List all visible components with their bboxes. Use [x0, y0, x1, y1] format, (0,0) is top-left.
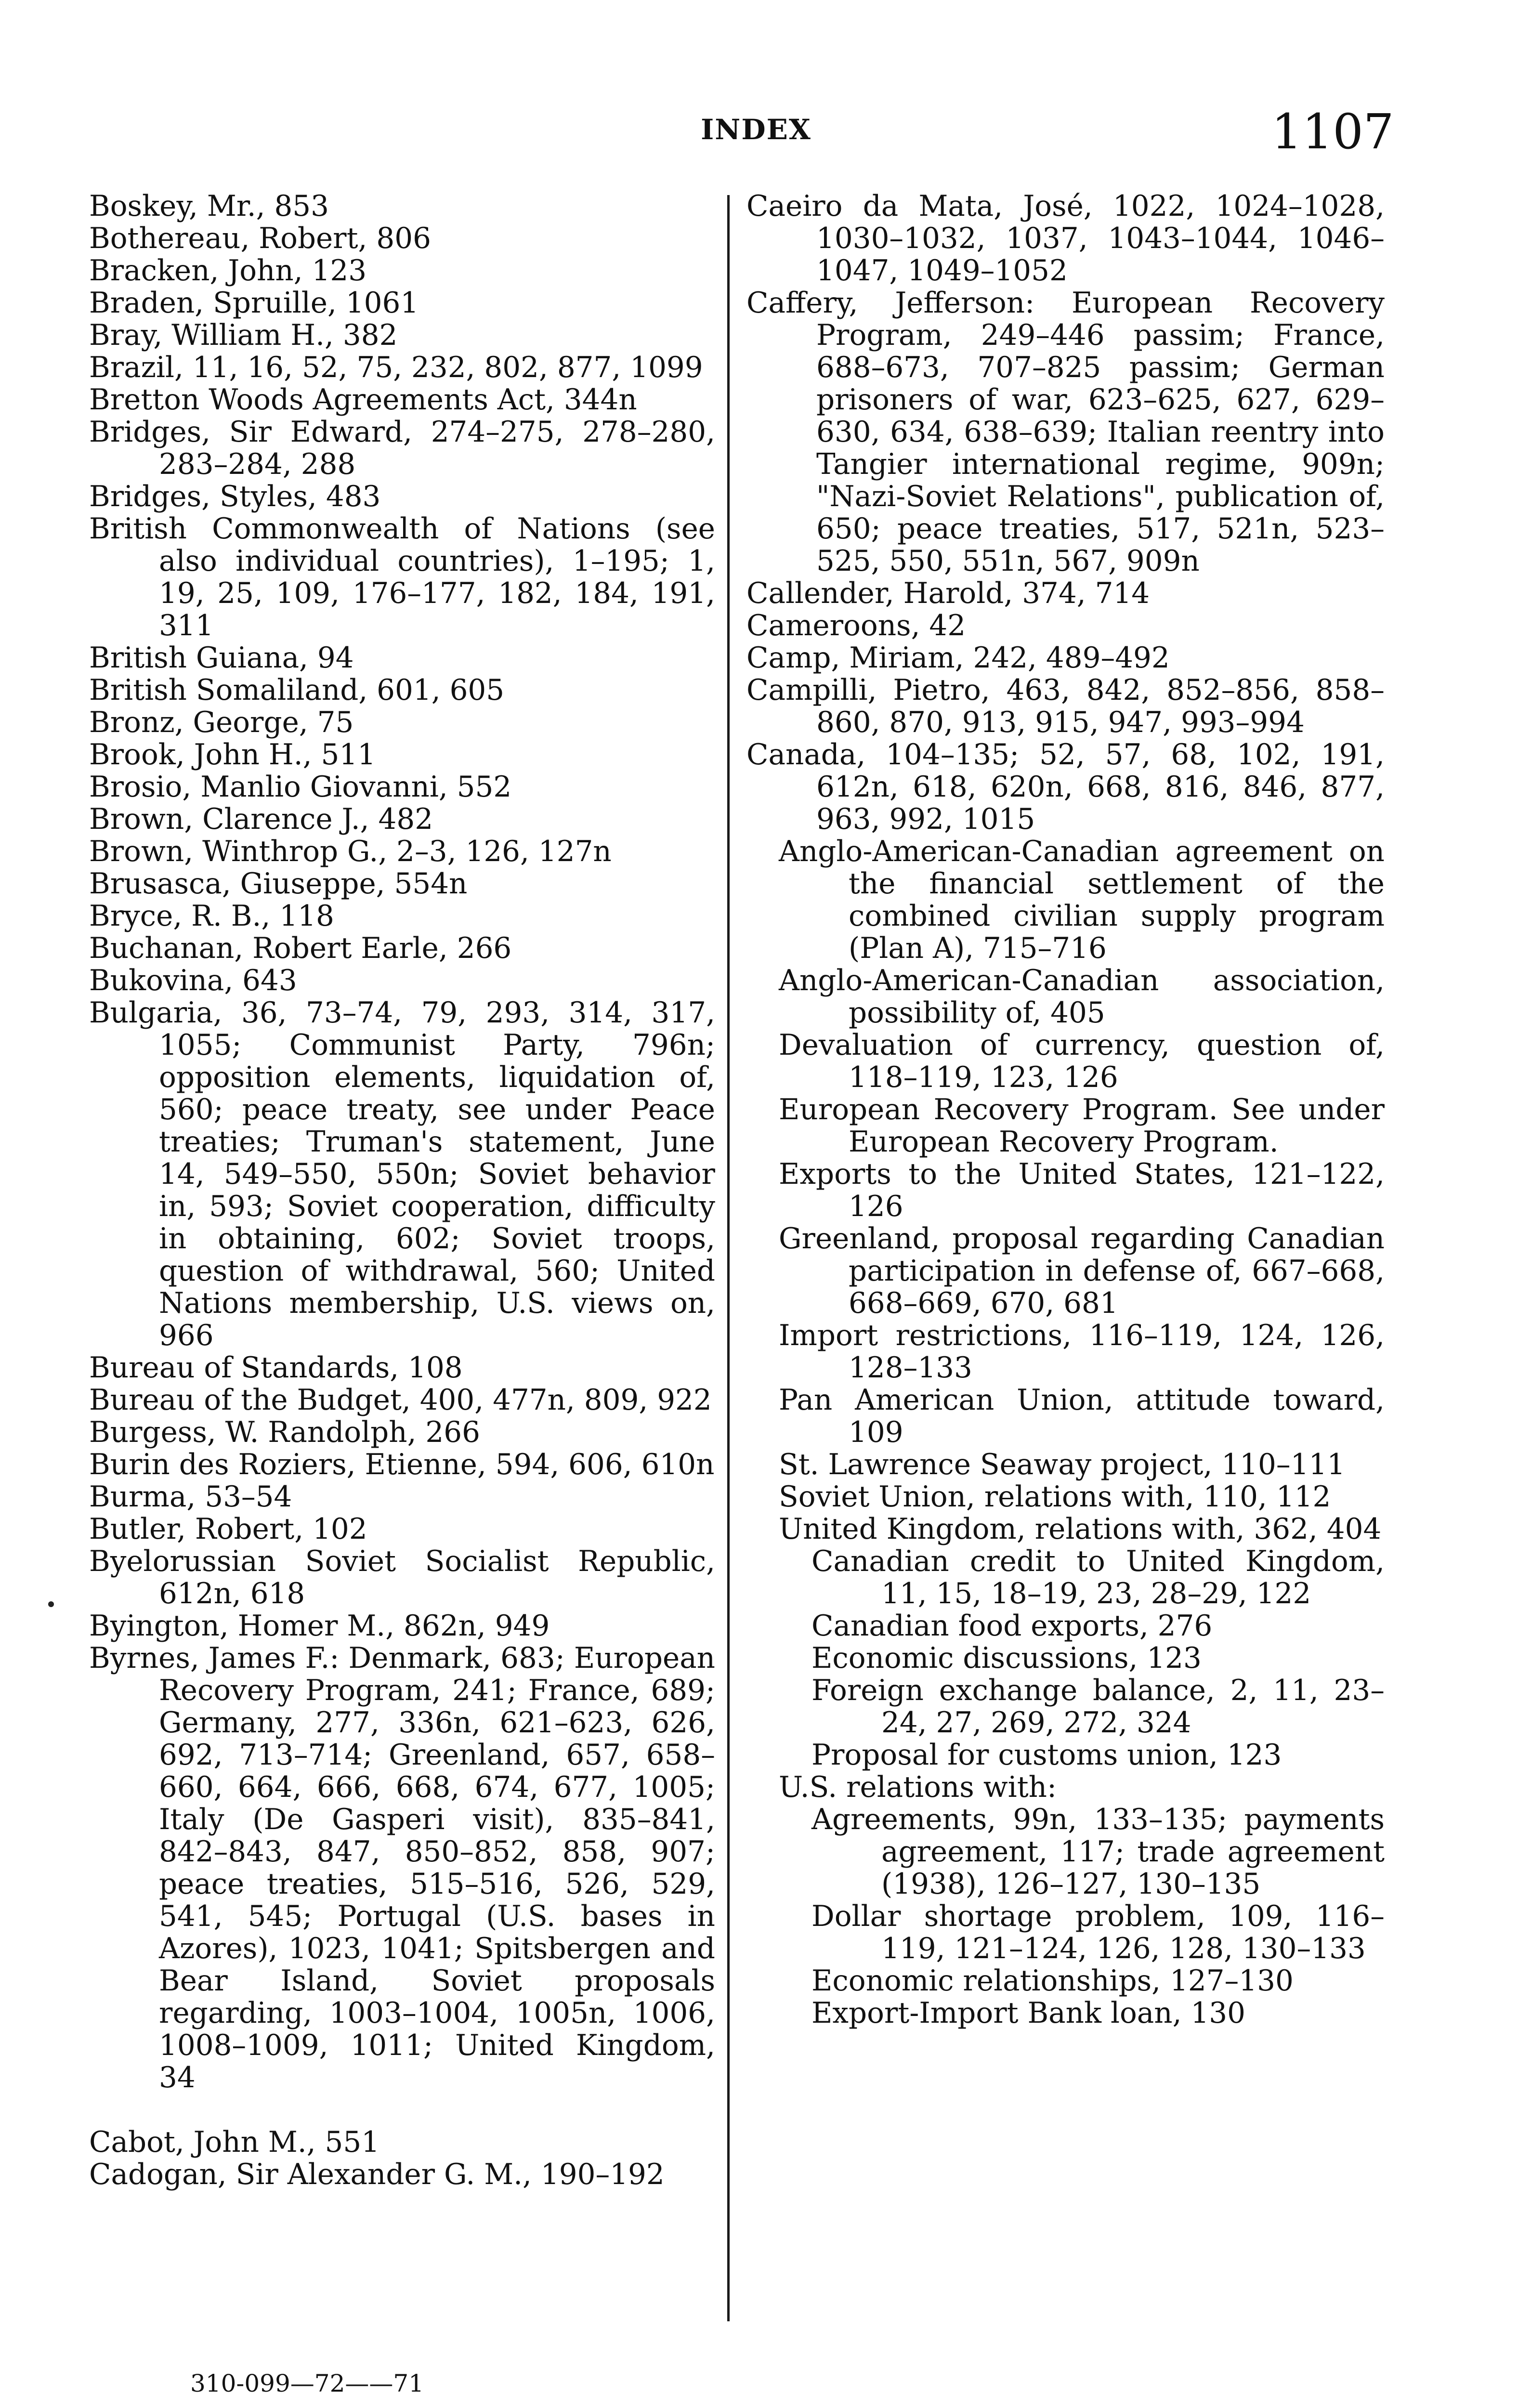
index-entry: Canada, 104–135; 52, 57, 68, 102, 191, 612n, 618, 620n, 668, 816, 846, 877, 963, 992, 1015 — [746, 738, 1385, 836]
index-entry: British Commonwealth of Nations (see also individual countries), 1–195; 1, 19, 25, 109, 176–177, 182, 184, 191, 311 — [89, 512, 715, 642]
index-subentry: Devaluation of currency, question of, 118–119, 123, 126 — [779, 1029, 1385, 1094]
index-subentry: United Kingdom, relations with, 362, 404 — [779, 1513, 1382, 1546]
index-entry: Cabot, John M., 551 — [89, 2126, 380, 2159]
index-entry: Caffery, Jefferson: European Recovery Program, 249–446 passim; France, 688–673, 707–825 passim; German prisoners of war, 623–625, 627, 629–630, 634, 638–639; Italian reentry into Tangier international regime, 909n; "Nazi-Soviet Relations", publication of, 650; peace treaties, 517, 521n, 523–525, 550, 551n, 567, 909n — [746, 287, 1385, 578]
page-number: 1107 — [1271, 104, 1394, 160]
index-entry: Callender, Harold, 374, 714 — [746, 577, 1150, 610]
index-entry: Brusasca, Giuseppe, 554n — [89, 867, 468, 901]
index-entry: Braden, Spruille, 1061 — [89, 287, 419, 320]
print-speck-mark — [48, 1601, 54, 1607]
index-entry: Bureau of the Budget, 400, 477n, 809, 922 — [89, 1384, 712, 1417]
index-column-right — [746, 190, 1385, 2029]
letter-group-spacer — [89, 2094, 715, 2126]
index-entry: Burgess, W. Randolph, 266 — [89, 1416, 480, 1449]
index-entry: Byington, Homer M., 862n, 949 — [89, 1610, 550, 1643]
index-entry: Camp, Miriam, 242, 489–492 — [746, 641, 1170, 675]
index-subsubentry: Export-Import Bank loan, 130 — [811, 1997, 1245, 2030]
index-subentry: Import restrictions, 116–119, 124, 126, 128–133 — [779, 1319, 1385, 1385]
index-entry: Bukovina, 643 — [89, 964, 297, 997]
index-entry: British Somaliland, 601, 605 — [89, 674, 505, 707]
index-subentry: St. Lawrence Seaway project, 110–111 — [779, 1448, 1346, 1481]
index-entry: Bureau of Standards, 108 — [89, 1351, 463, 1385]
print-code-footer: 310-099—72——71 — [190, 2369, 424, 2397]
index-subsubentry: Agreements, 99n, 133–135; payments agreement, 117; trade agreement (1938), 126–127, 130–135 — [811, 1803, 1385, 1901]
index-subentry: U.S. relations with: — [779, 1771, 1057, 1804]
index-subentry: Exports to the United States, 121–122, 126 — [779, 1158, 1385, 1223]
index-entry: Brown, Clarence J., 482 — [89, 803, 433, 836]
index-subsubentry: Proposal for customs union, 123 — [811, 1739, 1282, 1772]
index-entry: Bracken, John, 123 — [89, 254, 367, 288]
index-entry: Bronz, George, 75 — [89, 706, 354, 739]
index-entry: Bridges, Sir Edward, 274–275, 278–280, 283–284, 288 — [89, 416, 715, 481]
index-column-left — [89, 190, 715, 2191]
index-entry: Cameroons, 42 — [746, 609, 966, 642]
index-entry: Bothereau, Robert, 806 — [89, 222, 431, 255]
index-subentry: European Recovery Program. See under European Recovery Program. — [779, 1093, 1385, 1159]
index-entry: Burma, 53–54 — [89, 1480, 292, 1514]
index-entry: Bridges, Styles, 483 — [89, 480, 381, 513]
index-subsubentry: Economic relationships, 127–130 — [811, 1964, 1294, 1998]
index-entry: Butler, Robert, 102 — [89, 1513, 367, 1546]
index-entry: Bray, William H., 382 — [89, 319, 398, 352]
index-subentry: Soviet Union, relations with, 110, 112 — [779, 1480, 1331, 1514]
column-divider — [727, 195, 730, 2321]
index-subsubentry: Canadian food exports, 276 — [811, 1610, 1213, 1643]
index-entry: Buchanan, Robert Earle, 266 — [89, 932, 512, 965]
index-entry: Bretton Woods Agreements Act, 344n — [89, 383, 637, 417]
index-entry: Brown, Winthrop G., 2–3, 126, 127n — [89, 835, 612, 868]
index-entry: Cadogan, Sir Alexander G. M., 190–192 — [89, 2158, 665, 2191]
index-subsubentry: Economic discussions, 123 — [811, 1642, 1202, 1675]
index-entry: Brosio, Manlio Giovanni, 552 — [89, 771, 512, 804]
index-subsubentry: Dollar shortage problem, 109, 116–119, 121–124, 126, 128, 130–133 — [811, 1900, 1385, 1965]
index-entry: Burin des Roziers, Etienne, 594, 606, 610n — [89, 1448, 715, 1481]
index-entry: Bryce, R. B., 118 — [89, 900, 334, 933]
index-entry: Boskey, Mr., 853 — [89, 190, 329, 223]
index-entry: Byelorussian Soviet Socialist Republic, 612n, 618 — [89, 1545, 715, 1610]
running-head-title: INDEX — [701, 113, 811, 146]
index-entry: Brook, John H., 511 — [89, 738, 376, 772]
index-subentry: Anglo-American-Canadian agreement on the financial settlement of the combined civilian supply program (Plan A), 715–716 — [779, 835, 1385, 965]
index-subsubentry: Foreign exchange balance, 2, 11, 23–24, 27, 269, 272, 324 — [811, 1674, 1385, 1740]
index-entry: Campilli, Pietro, 463, 842, 852–856, 858–860, 870, 913, 915, 947, 993–994 — [746, 674, 1385, 739]
index-entry: British Guiana, 94 — [89, 641, 354, 675]
index-entry: Caeiro da Mata, José, 1022, 1024–1028, 1030–1032, 1037, 1043–1044, 1046–1047, 1049–1052 — [746, 190, 1385, 288]
index-entry: Byrnes, James F.: Denmark, 683; European Recovery Program, 241; France, 689; Germany, 277, 336n, 621–623, 626, 692, 713–714; Greenland, 657, 658–660, 664, 666, 668, 674, 677, 1005; Italy (De Gasperi visit), 835–841, 842–843, 847, 850–852, 858, 907; peace treaties, 515–516, 526, 529, 541, 545; Portugal (U.S. bases in Azores), 1023, 1041; Spitsbergen and Bear Island, Soviet proposals regarding, 1003–1004, 1005n, 1006, 1008–1009, 1011; United Kingdom, 34 — [89, 1642, 715, 2094]
index-entry: Brazil, 11, 16, 52, 75, 232, 802, 877, 1099 — [89, 351, 703, 384]
index-entry: Bulgaria, 36, 73–74, 79, 293, 314, 317, 1055; Communist Party, 796n; opposition elements, liquidation of, 560; peace treaty, see under Peace treaties; Truman's statement, June 14, 549–550, 550n; Soviet behavior in, 593; Soviet cooperation, difficulty in obtaining, 602; Soviet troops, question of withdrawal, 560; United Nations membership, U.S. views on, 966 — [89, 996, 715, 1352]
index-subsubentry: Canadian credit to United Kingdom, 11, 15, 18–19, 23, 28–29, 122 — [811, 1545, 1385, 1610]
index-subentry: Pan American Union, attitude toward, 109 — [779, 1384, 1385, 1449]
index-subentry: Greenland, proposal regarding Canadian participation in defense of, 667–668, 668–669, 670, 681 — [779, 1222, 1385, 1320]
index-subentry: Anglo-American-Canadian association, possibility of, 405 — [779, 964, 1385, 1030]
